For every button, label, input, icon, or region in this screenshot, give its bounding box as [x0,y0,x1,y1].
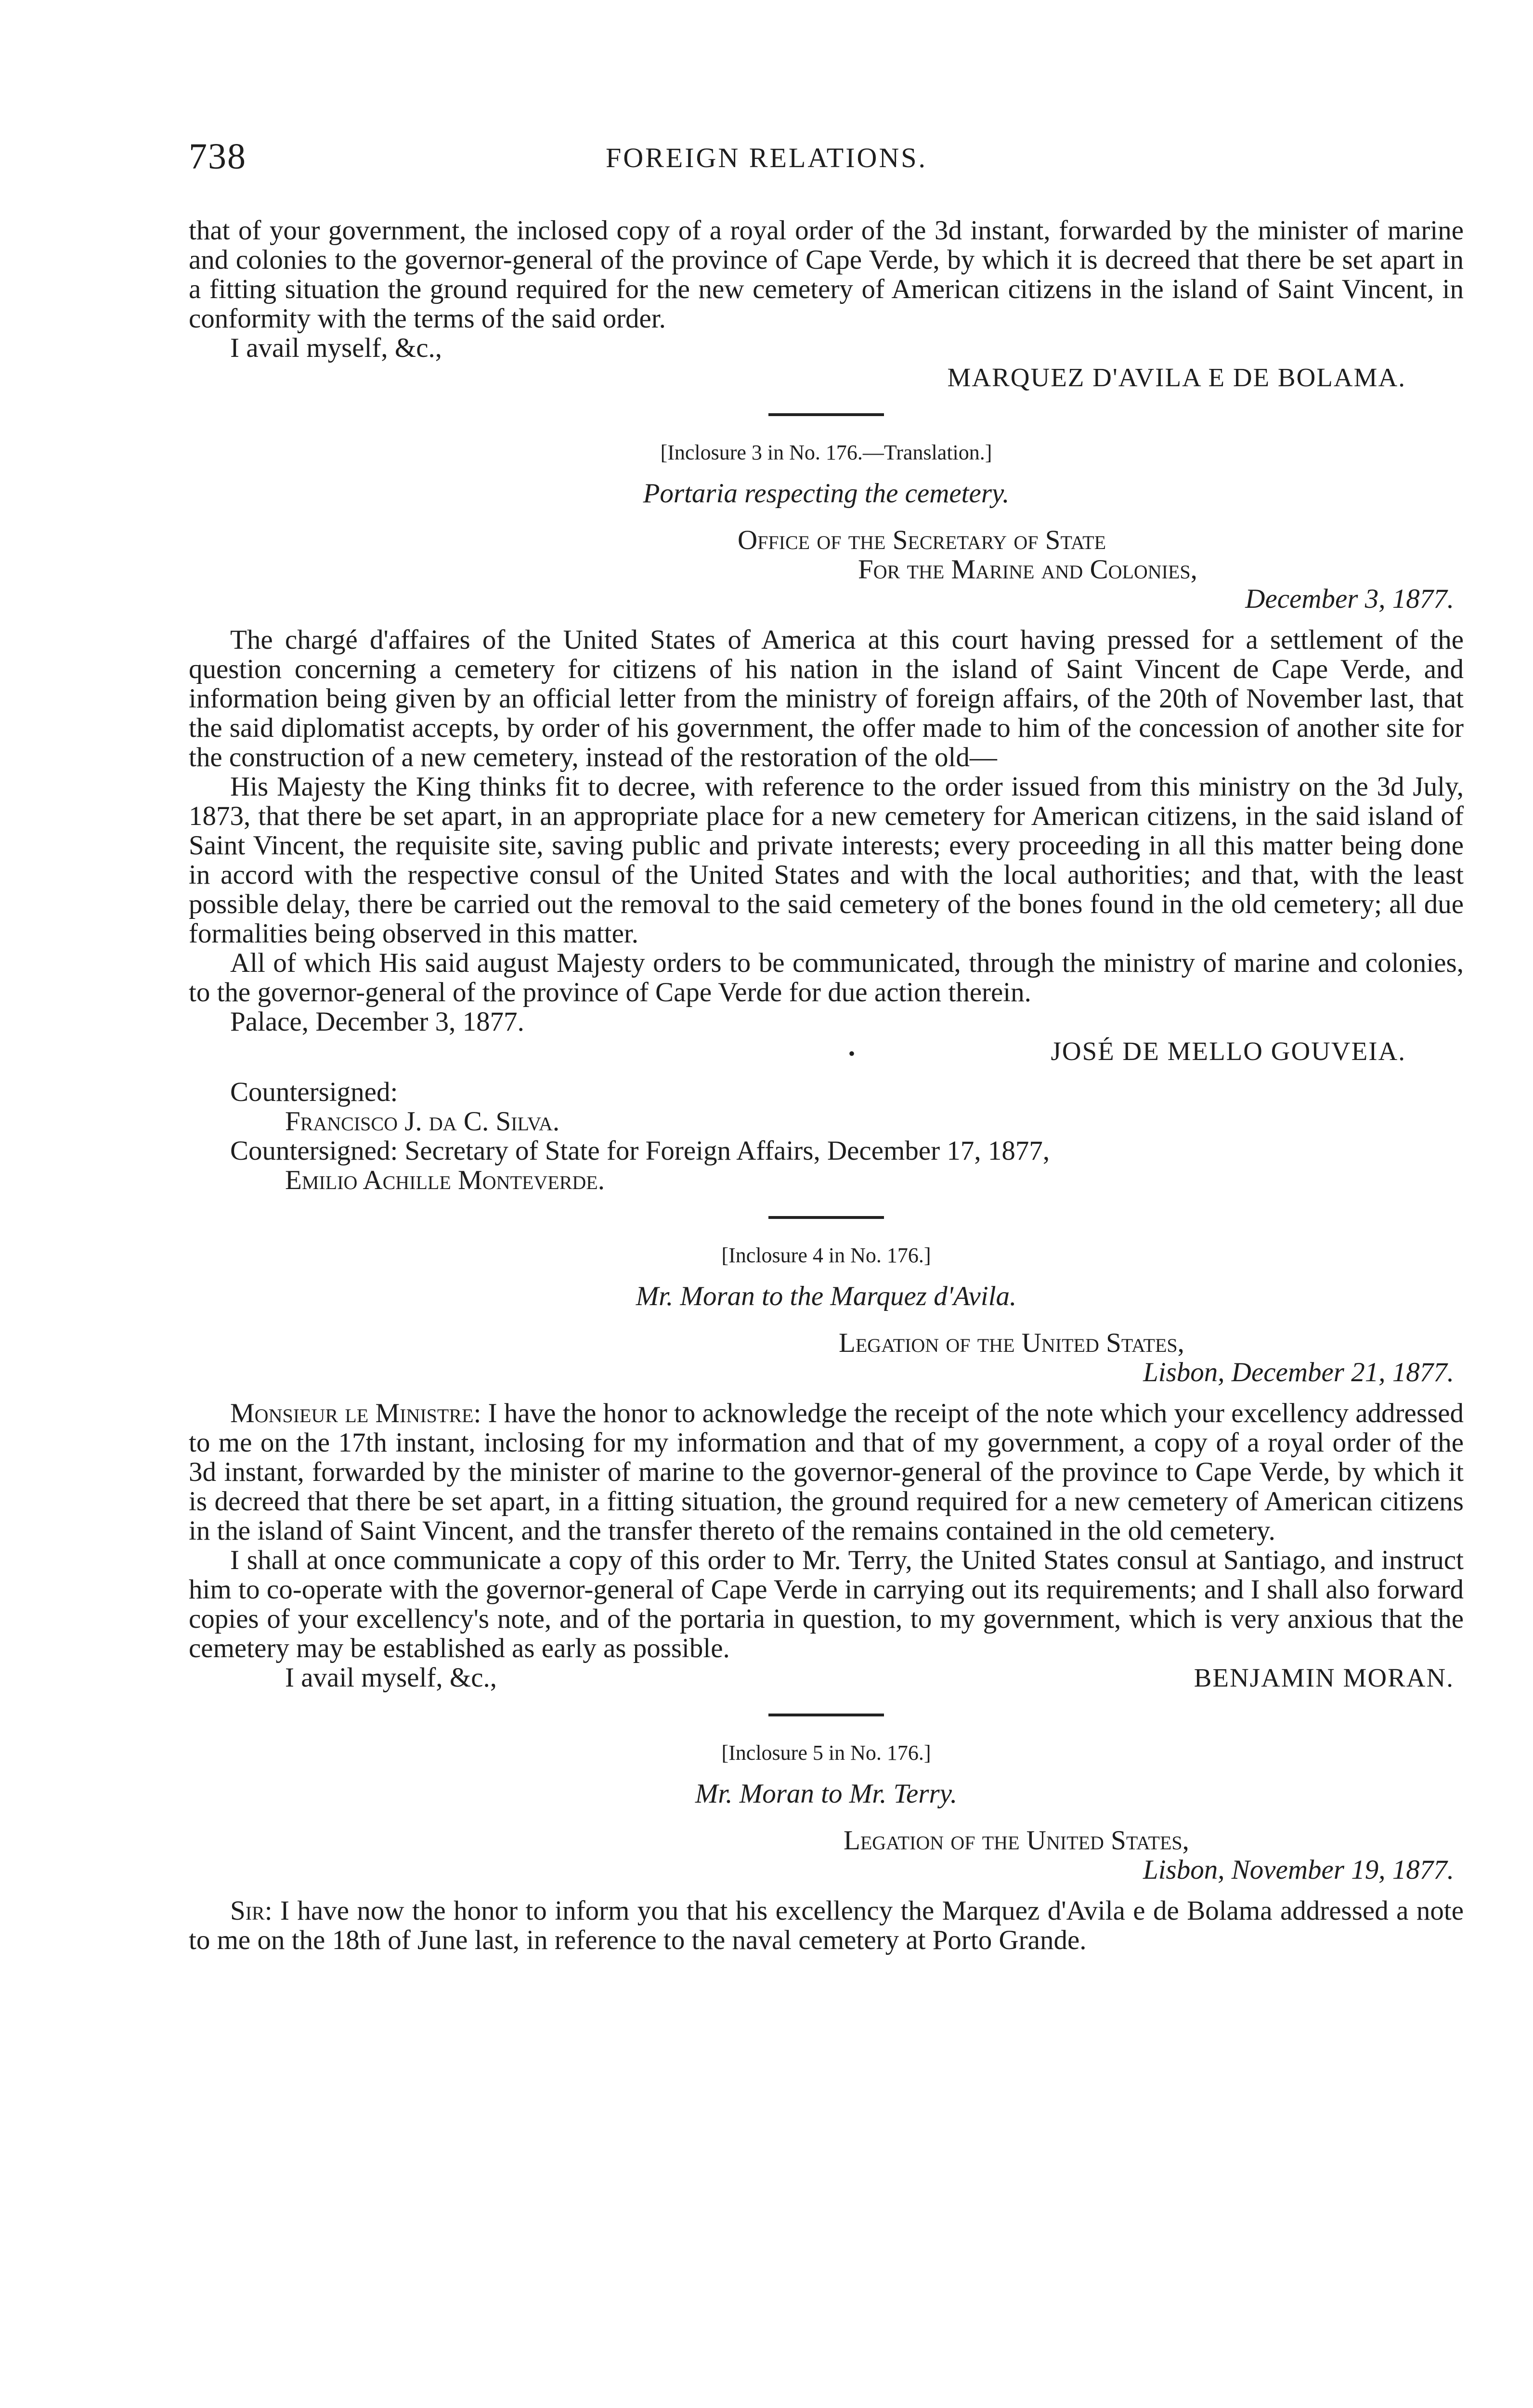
countersigned-label-2: Countersigned: Secretary of State for Foreign Affairs, December 17, 1877, [230,1136,1050,1166]
inclosure-3-address-line2: For the Marine and Colonies, [858,554,1197,585]
inclosure-5-paragraph-1-text: I have now the honor to inform you that his excellency the Marquez d'Avila e de Bolama addressed a note to me on the 18th of June last, in reference to the naval cemetery at Porto Grande. [189,1896,1464,1955]
countersigned-label-1: Countersigned: [230,1077,398,1107]
signature-moran: BENJAMIN MORAN. [1194,1663,1454,1692]
inclosure-5-paragraph-1 [189,1896,1464,1955]
inclosure-3-paragraph-1: The chargé d'affaires of the United States of America at this court having pressed for a settlement of the question concerning a cemetery for citizens of his nation in the island of Saint Vincent de Cape Verde, and information being given by an official letter from the ministry of foreign affairs, of the 20th of November last, that the said diplomatist accepts, by order of his government, the offer made to him of the concession of another site for the construction of a new cemetery, instead of the restoration of the old— [189,625,1464,772]
inclosure-5-caption: [Inclosure 5 in No. 176.] [721,1741,931,1765]
signature-gouveia: JOSÉ DE MELLO GOUVEIA. [1051,1036,1406,1066]
inclosure-5-title: Mr. Moran to Mr. Terry. [695,1779,958,1809]
inclosure-4-paragraph-2: I shall at once communicate a copy of this order to Mr. Terry, the United States consul at Santiago, and instruct him to co-operate with the governor-general of Cape Verde in carrying out its requirements; and I shall also forward copies of your excellency's note, and of the portaria in question, to my government, which is very anxious that the cemetery may be established as early as possible. [189,1545,1464,1663]
inclosure-5-address-line1: Legation of the United States, [844,1825,1189,1856]
inclosure-3-place-date: Palace, December 3, 1877. [230,1007,524,1037]
section-divider [768,413,884,416]
continuation-paragraph: that of your government, the inclosed copy of a royal order of the 3d instant, forwarded by the minister of marine and colonies to the governor-general of the province of Cape Verde, by which it is decreed that there be set apart in a fitting situation the ground required for the new cemetery of American citizens in the island of Saint Vincent, in conformity with the terms of the said order. [189,215,1464,334]
section-divider [768,1714,884,1716]
signature-davila: MARQUEZ D'AVILA E DE BOLAMA. [947,363,1406,392]
inclosure-5-address-line2: Lisbon, November 19, 1877. [1143,1855,1454,1885]
countersigned-name-2: Emilio Achille Monteverde. [285,1165,605,1195]
inclosure-4-address-line1: Legation of the United States, [839,1328,1184,1358]
inclosure-4-caption: [Inclosure 4 in No. 176.] [721,1243,931,1267]
inclosure-4-paragraph-1-text: I have the honor to acknowledge the receipt of the note which your excellency addressed to me on the 17th instant, inclosing for my information and that of my government, a copy of a royal order of the 3d instant, forwarded by the minister of marine to the governor-general of the province to Cape Verde, by which it is decreed that there be set apart, in a fitting situation, the ground required for a new cemetery of American citizens in the island of Saint Vincent, and the transfer thereto of the remains contained in the old cemetery. [189,1398,1464,1546]
running-title: FOREIGN RELATIONS. [605,142,928,173]
inclosure-4-closing: I avail myself, &c., [285,1662,497,1693]
countersigned-name-1: Francisco J. da C. Silva. [285,1106,560,1137]
inclosure-4-salutation: Monsieur le Ministre: [230,1398,481,1428]
closing-line: I avail myself, &c., [230,333,442,363]
inclosure-3-paragraph-3: All of which His said august Majesty orders to be communicated, through the ministry of marine and colonies, to the governor-general of the province of Cape Verde for due action therein. [189,948,1464,1008]
inclosure-4-paragraph-1 [189,1399,1464,1545]
inclosure-3-address-line1: Office of the Secretary of State [738,525,1106,555]
inclosure-5-salutation: Sir: [230,1896,273,1926]
inclosure-4-title: Mr. Moran to the Marquez d'Avila. [636,1281,1017,1311]
section-divider [768,1216,884,1219]
document-body [189,216,1464,1955]
inclosure-3-title: Portaria respecting the cemetery. [643,478,1010,509]
inclosure-3-caption: [Inclosure 3 in No. 176.—Translation.] [660,441,992,464]
bullet-mark: • [848,1043,856,1064]
inclosure-3-paragraph-2: His Majesty the King thinks fit to decree, with reference to the order issued from this ministry on the 3d July, 1873, that there be set apart, in an appropriate place for a new cemetery for American citizens, in the said island of Saint Vincent, the requisite site, saving public and private interests; every proceeding in all this matter being done in accord with the respective consul of the United States and with the local authorities; and that, with the least possible delay, there be carried out the removal to the said cemetery of the bones found in the old cemetery; all due formalities being observed in this matter. [189,772,1464,949]
inclosure-3-date: December 3, 1877. [1245,584,1454,614]
page-number: 738 [189,136,247,177]
inclosure-4-address-line2: Lisbon, December 21, 1877. [1143,1357,1454,1387]
